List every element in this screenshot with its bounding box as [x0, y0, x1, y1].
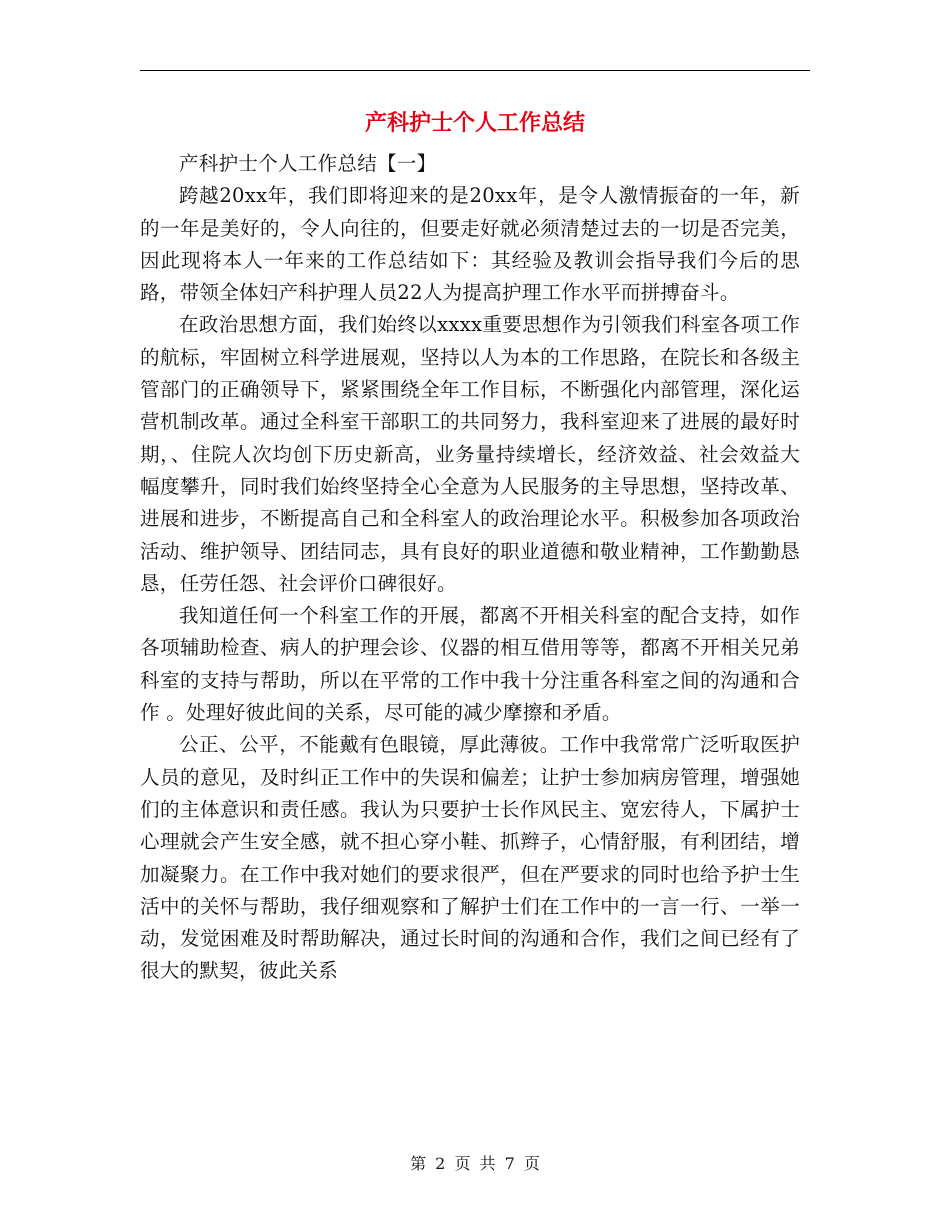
body-paragraph: 跨越20xx年，我们即将迎来的是20xx年，是令人激情振奋的一年，新的一年是美好的，令人向往的，但要走好就必须清楚过去的一切是否完美，因此现将本人一年来的工作总结如下：其经验及教训会指导我们今后的思路，带领全体妇产科护理人员22人为提高护理工作水平而拼搏奋斗。 — [140, 184, 800, 305]
document-body — [140, 148, 800, 988]
body-paragraph: 我知道任何一个科室工作的开展，都离不开相关科室的配合支持，如作各项辅助检查、病人的护理会诊、仪器的相互借用等等，都离不开相关兄弟科室的支持与帮助，所以在平常的工作中我十分注重各科室之间的沟通和合作 。处理好彼此间的关系，尽可能的减少摩擦和矛盾。 — [140, 604, 800, 725]
body-paragraph: 在政治思想方面，我们始终以xxxx重要思想作为引领我们科室各项工作的航标，牢固树立科学进展观，坚持以人为本的工作思路，在院长和各级主管部门的正确领导下，紧紧围绕全年工作目标，不断强化内部管理，深化运营机制改革。通过全科室干部职工的共同努力，我科室迎来了进展的最好时期，、住院人次均创下历史新高，业务量持续增长，经济效益、社会效益大幅度攀升，同时我们始终坚持全心全意为人民服务的主导思想，坚持改革、进展和进步，不断提高自己和全科室人的政治理论水平。积极参加各项政治活动、维护领导、团结同志，具有良好的职业道德和敬业精神，工作勤勤恳恳，任劳任怨、社会评价口碑很好。 — [140, 313, 800, 595]
body-paragraph: 公正、公平，不能戴有色眼镜，厚此薄彼。工作中我常常广泛听取医护人员的意见，及时纠正工作中的失误和偏差；让护士参加病房管理，增强她们的主体意识和责任感。我认为只要护士长作风民主、宽宏待人，下属护士心理就会产生安全感，就不担心穿小鞋、抓辫子，心情舒服，有利团结，增加凝聚力。在工作中我对她们的要求很严，但在严要求的同时也给予护士生活中的关怀与帮助，我仔细观察和了解护士们在工作中的一言一行、一举一动，发觉困难及时帮助解决，通过长时间的沟通和合作，我们之间已经有了很大的默契，彼此关系 — [140, 733, 800, 983]
page-number-footer: 第 2 页 共 7 页 — [410, 1154, 540, 1173]
document-title: 产科护士个人工作总结 — [364, 111, 585, 136]
section-heading: 产科护士个人工作总结【一】 — [179, 152, 437, 175]
header-rule — [140, 70, 810, 71]
